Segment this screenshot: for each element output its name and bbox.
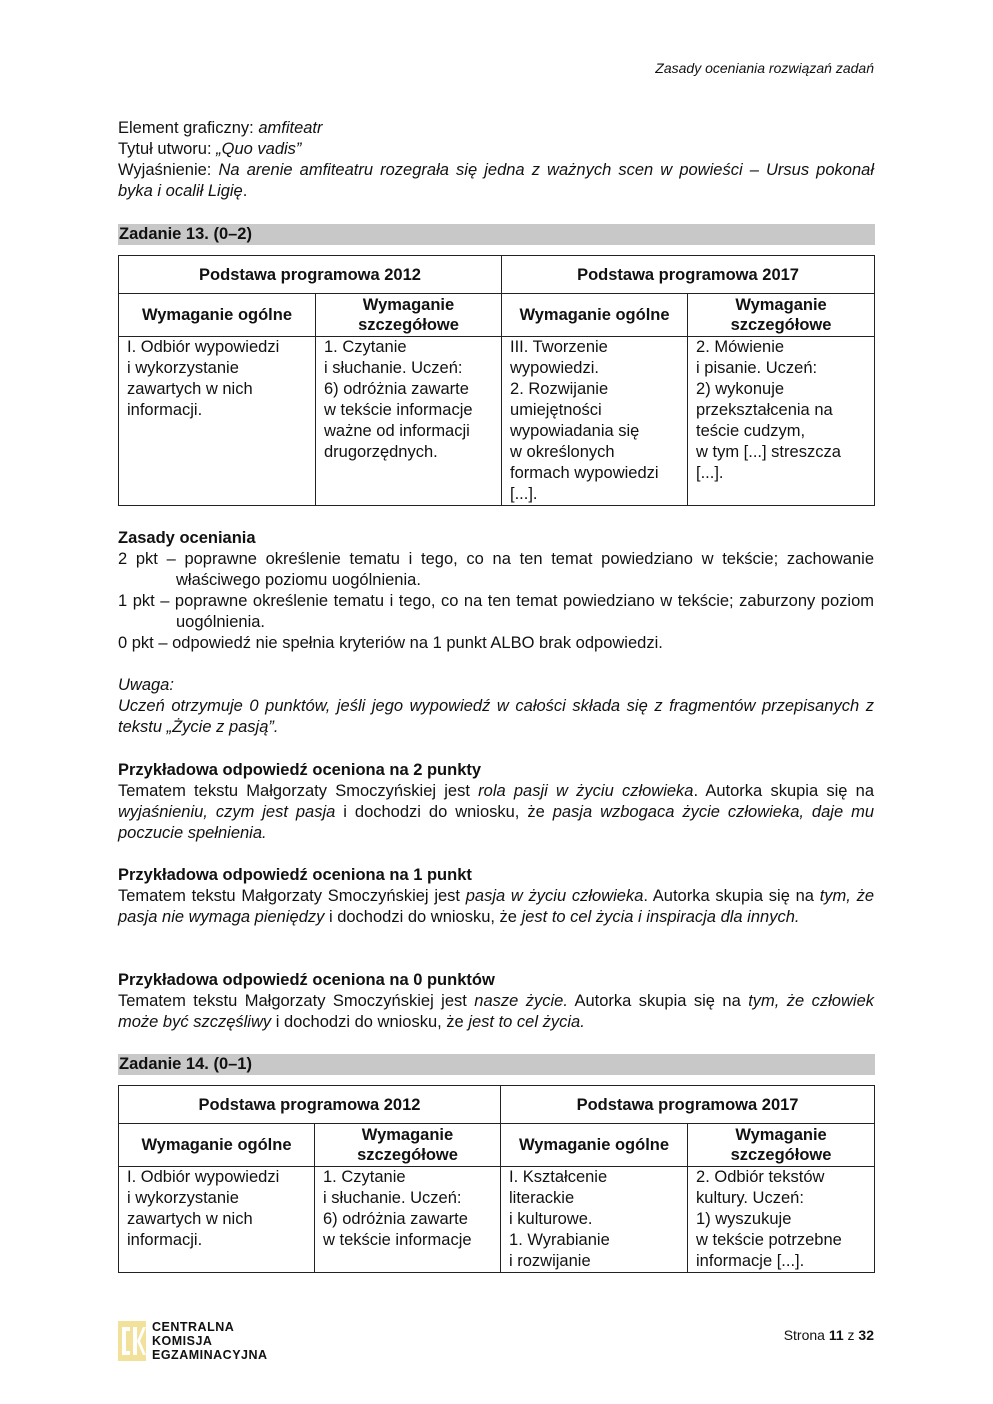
example-0-points [118, 970, 874, 1033]
note-text: Uczeń otrzymuje 0 punktów, jeśli jego wypowiedź w całości składa się z fragmentów przepisanych z tekstu „Życie z pasją”. [118, 697, 874, 736]
subhead-general: Wymaganie ogólne [502, 294, 688, 337]
table-head-2012: Podstawa programowa 2012 [119, 256, 502, 294]
example-2-points [118, 760, 874, 844]
example-text: Tematem tekstu Małgorzaty Smoczyńskiej jest rola pasji w życiu człowieka. Autorka skupia się na wyjaśnieniu, czym jest pasja i dochodzi do wniosku, że pasja wzbogaca życie człowieka, daje mu poczucie spełnienia. [118, 782, 874, 842]
page-number: Strona 11 z 32 [783, 1327, 874, 1343]
scoring-rules [118, 528, 874, 654]
subhead-specific: Wymaganie szczegółowe [688, 294, 875, 337]
table-head-2017: Podstawa programowa 2017 [501, 1086, 875, 1124]
cke-logo [118, 1320, 268, 1362]
rule-0pt: 0 pkt – odpowiedź nie spełnia kryteriów na 1 punkt ALBO brak odpowiedzi. [118, 634, 663, 652]
cell-general-2017: III. Tworzenie wypowiedzi. 2. Rozwijanie umiejętności wypowiadania się w określonych formach wypowiedzi [...]. [502, 337, 688, 506]
explanation-line: Wyjaśnienie: Na arenie amfiteatru rozegrała się jedna z ważnych scen w powieści – Ursus pokonał byka i ocalił Ligię. [118, 161, 874, 200]
cell-general-2017: I. Kształcenie literackie i kulturowe. 1. Wyrabianie i rozwijanie [501, 1167, 688, 1273]
cke-logo-icon [118, 1321, 146, 1361]
cell-specific-2017: 2. Mówienie i pisanie. Uczeń: 2) wykonuje przekształcenia na teście cudzym, w tym [...] streszcza [...]. [688, 337, 875, 506]
example-text: Tematem tekstu Małgorzaty Smoczyńskiej jest nasze życie. Autorka skupia się na tym, że człowiek może być szczęśliwy i dochodzi do wniosku, że jest to cel życia. [118, 992, 874, 1031]
example-title: Przykładowa odpowiedź oceniona na 2 punkty [118, 761, 482, 779]
rule-1pt: 1 pkt – poprawne określenie tematu i tego, co na ten temat powiedziano w tekście; zaburzony poziom uogólnienia. [118, 592, 874, 631]
task-14-header: Zadanie 14. (0–1) [118, 1054, 875, 1075]
subhead-general: Wymaganie ogólne [119, 294, 316, 337]
cell-general-2012: I. Odbiór wypowiedzi i wykorzystanie zawartych w nich informacji. [119, 337, 316, 506]
cell-specific-2012: 1. Czytanie i słuchanie. Uczeń: 6) odróżnia zawarte w tekście informacje ważne od informacji drugorzędnych. [316, 337, 502, 506]
title-line: Tytuł utworu: „Quo vadis” [118, 140, 302, 158]
cell-general-2012: I. Odbiór wypowiedzi i wykorzystanie zawartych w nich informacji. [119, 1167, 315, 1273]
subhead-specific: Wymaganie szczegółowe [688, 1124, 875, 1167]
example-1-point [118, 865, 874, 928]
table-head-2017: Podstawa programowa 2017 [502, 256, 875, 294]
cell-specific-2017: 2. Odbiór tekstów kultury. Uczeń: 1) wyszukuje w tekście potrzebne informacje [...]. [688, 1167, 875, 1273]
note-block [118, 675, 874, 738]
table-head-2012: Podstawa programowa 2012 [119, 1086, 501, 1124]
running-head: Zasady oceniania rozwiązań zadań [655, 60, 874, 76]
element-line: Element graficzny: amfiteatr [118, 119, 323, 137]
subhead-general: Wymaganie ogólne [119, 1124, 315, 1167]
cell-specific-2012: 1. Czytanie i słuchanie. Uczeń: 6) odróżnia zawarte w tekście informacje [315, 1167, 501, 1273]
example-title: Przykładowa odpowiedź oceniona na 0 punktów [118, 971, 495, 989]
task-14-requirements-table [118, 1085, 875, 1273]
example-text: Tematem tekstu Małgorzaty Smoczyńskiej jest pasja w życiu człowieka. Autorka skupia się na tym, że pasja nie wymaga pieniędzy i dochodzi do wniosku, że jest to cel życia i inspiracja dla innych. [118, 887, 874, 926]
example-title: Przykładowa odpowiedź oceniona na 1 punkt [118, 866, 472, 884]
task-13-requirements-table [118, 255, 875, 506]
rule-2pt: 2 pkt – poprawne określenie tematu i tego, co na ten temat powiedziano w tekście; zachowanie właściwego poziomu uogólnienia. [118, 550, 874, 589]
note-label: Uwaga: [118, 676, 174, 694]
scoring-rules-title: Zasady oceniania [118, 529, 256, 547]
intro-block [118, 118, 874, 202]
subhead-general: Wymaganie ogólne [501, 1124, 688, 1167]
subhead-specific: Wymaganie szczegółowe [315, 1124, 501, 1167]
task-13-header: Zadanie 13. (0–2) [118, 224, 875, 245]
cke-logo-text: CENTRALNA KOMISJA EGZAMINACYJNA [152, 1320, 268, 1362]
subhead-specific: Wymaganie szczegółowe [316, 294, 502, 337]
